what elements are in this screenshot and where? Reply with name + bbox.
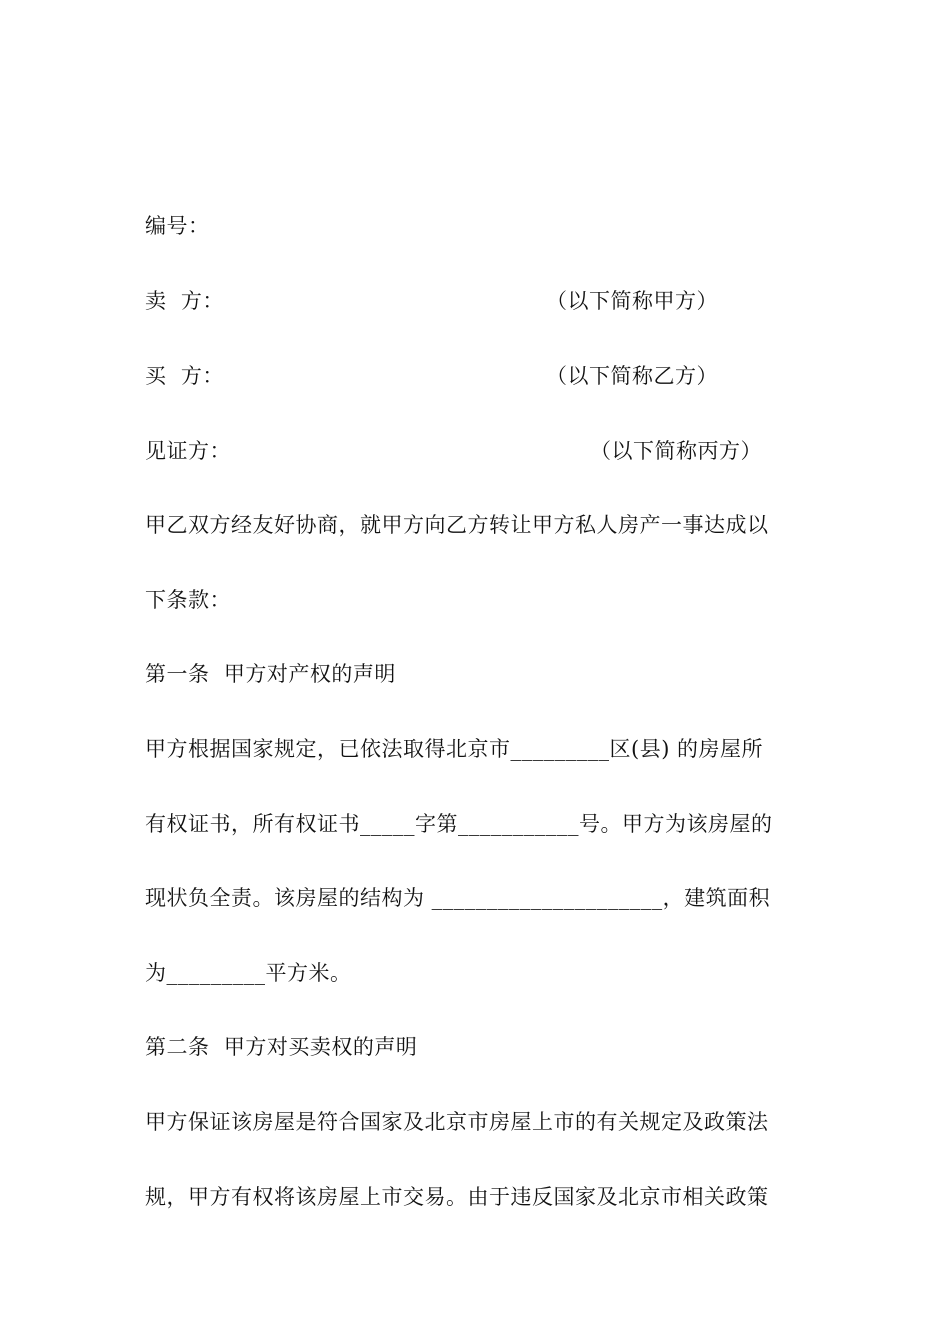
seller-note: （以下简称甲方） [546,289,718,313]
article-1-text-line: 有权证书，所有权证书_____字第___________号。甲方为该房屋的 [145,812,773,836]
seller-label: 卖 方： [145,289,224,313]
witness-note: （以下简称丙方） [590,439,762,463]
buyer-note: （以下简称乙方） [546,364,718,388]
article-1-text-line: 甲方根据国家规定，已依法取得北京市_________区(县) 的房屋所 [145,737,764,761]
article-2-text-line: 甲方保证该房屋是符合国家及北京市房屋上市的有关规定及政策法 [145,1110,769,1134]
article-2-text-line: 规，甲方有权将该房屋上市交易。由于违反国家及北京市相关政策 [145,1185,769,1209]
article-1-text-line: 现状负全责。该房屋的结构为 _____________________，建筑面积 [145,886,771,910]
buyer-label: 买 方： [145,364,224,388]
witness-label: 见证方： [145,439,231,463]
article-1-text-line: 为_________平方米。 [145,961,352,985]
article-1-title: 第一条 甲方对产权的声明 [145,662,396,686]
intro-paragraph-line: 下条款： [145,588,231,612]
contract-number-label: 编号： [145,214,210,238]
intro-paragraph-line: 甲乙双方经友好协商，就甲方向乙方转让甲方私人房产一事达成以 [145,513,769,537]
article-2-title: 第二条 甲方对买卖权的声明 [145,1035,418,1059]
